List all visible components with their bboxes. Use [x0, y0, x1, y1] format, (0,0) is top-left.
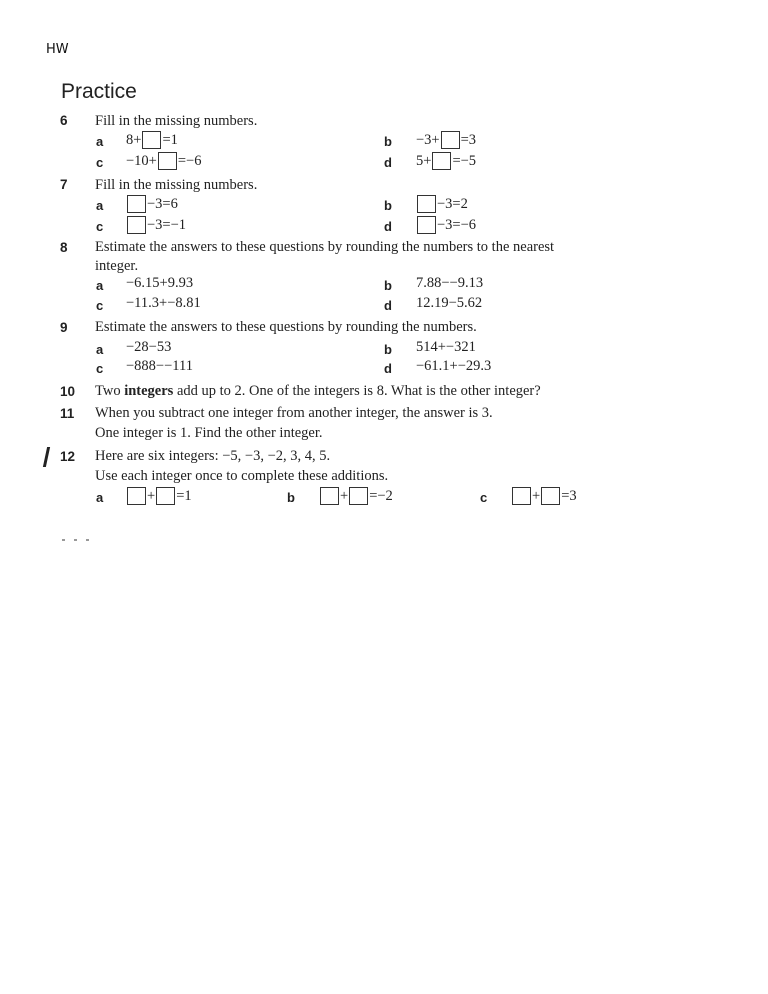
q6-d-expression: 5+ =−5 [416, 152, 477, 169]
question-10-text: Two integers add up to 2. One of the integers is 8. What is the other integer? [95, 383, 541, 399]
question-6-text: Fill in the missing numbers. [95, 113, 258, 129]
q9-b-label: b [384, 342, 392, 357]
q12-b-expression: + =−2 [319, 487, 393, 505]
answer-box[interactable] [127, 487, 146, 505]
answer-box[interactable] [417, 195, 436, 213]
question-number-11: 11 [60, 406, 75, 421]
q6-b-label: b [384, 134, 392, 149]
question-number-9: 9 [60, 320, 68, 335]
q8-c-label: c [96, 298, 104, 313]
q6-c-expression: −10+ =−6 [126, 152, 202, 169]
q9-d-label: d [384, 361, 392, 376]
q8-a-label: a [96, 278, 104, 293]
q12-a-expression: + =1 [126, 487, 192, 505]
q7-b-label: b [384, 198, 392, 213]
q6-d-label: d [384, 155, 392, 170]
question-number-7: 7 [60, 177, 68, 192]
q8-d-expression: 12.19−5.62 [416, 295, 483, 311]
q7-a-expression: −3=6 [126, 195, 178, 213]
margin-mark [43, 447, 50, 467]
answer-box[interactable] [349, 487, 368, 505]
q8-b-expression: 7.88−−9.13 [416, 275, 484, 291]
q12-c-expression: + =3 [511, 487, 577, 505]
q8-d-label: d [384, 298, 392, 313]
q8-b-label: b [384, 278, 392, 293]
q12-a-label: a [96, 490, 104, 505]
bold-term: integers [124, 383, 174, 399]
q12-b-label: b [287, 490, 295, 505]
cropped-text-remnant [62, 528, 122, 531]
q7-c-label: c [96, 219, 104, 234]
question-8-text-line2: integer. [95, 258, 139, 274]
answer-box[interactable] [441, 131, 460, 149]
q7-a-label: a [96, 198, 104, 213]
q9-b-expression: 514+−321 [416, 339, 476, 355]
question-11-text-line2: One integer is 1. Find the other integer. [95, 425, 323, 441]
q7-c-expression: −3=−1 [126, 216, 186, 234]
q9-c-expression: −888−−111 [126, 358, 193, 374]
q6-c-label: c [96, 155, 104, 170]
answer-box[interactable] [417, 216, 436, 234]
answer-box[interactable] [320, 487, 339, 505]
q7-d-expression: −3=−6 [416, 216, 476, 234]
question-12-text-line1: Here are six integers: −5, −3, −2, 3, 4, 5. [95, 448, 331, 464]
answer-box[interactable] [512, 487, 531, 505]
answer-box[interactable] [127, 195, 146, 213]
q9-a-label: a [96, 342, 104, 357]
q6-a-expression: 8+ =1 [126, 131, 178, 148]
question-9-text: Estimate the answers to these questions by rounding the numbers. [95, 319, 477, 335]
question-12-text-line2: Use each integer once to complete these additions. [95, 468, 389, 484]
question-8-text-line1: Estimate the answers to these questions by rounding the numbers to the nearest [95, 239, 555, 255]
q7-b-expression: −3=2 [416, 195, 468, 213]
q7-d-label: d [384, 219, 392, 234]
question-number-8: 8 [60, 240, 68, 255]
question-number-10: 10 [60, 384, 76, 399]
answer-box[interactable] [158, 152, 177, 170]
q9-a-expression: −28−53 [126, 339, 172, 355]
question-7-text: Fill in the missing numbers. [95, 177, 258, 193]
q9-d-expression: −61.1+−29.3 [416, 358, 492, 374]
answer-box[interactable] [432, 152, 451, 170]
answer-box[interactable] [541, 487, 560, 505]
q12-c-label: c [480, 490, 488, 505]
question-11-text-line1: When you subtract one integer from another integer, the answer is 3. [95, 405, 493, 421]
q6-b-expression: −3+ =3 [416, 131, 477, 148]
answer-box[interactable] [142, 131, 161, 149]
q8-c-expression: −11.3+−8.81 [126, 295, 201, 311]
question-number-6: 6 [60, 113, 68, 128]
q8-a-expression: −6.15+9.93 [126, 275, 194, 291]
answer-box[interactable] [127, 216, 146, 234]
answer-box[interactable] [156, 487, 175, 505]
q6-a-label: a [96, 134, 104, 149]
q9-c-label: c [96, 361, 104, 376]
page-title: Practice [61, 80, 137, 103]
hw-label: HW [46, 42, 69, 57]
question-number-12: 12 [60, 449, 76, 464]
